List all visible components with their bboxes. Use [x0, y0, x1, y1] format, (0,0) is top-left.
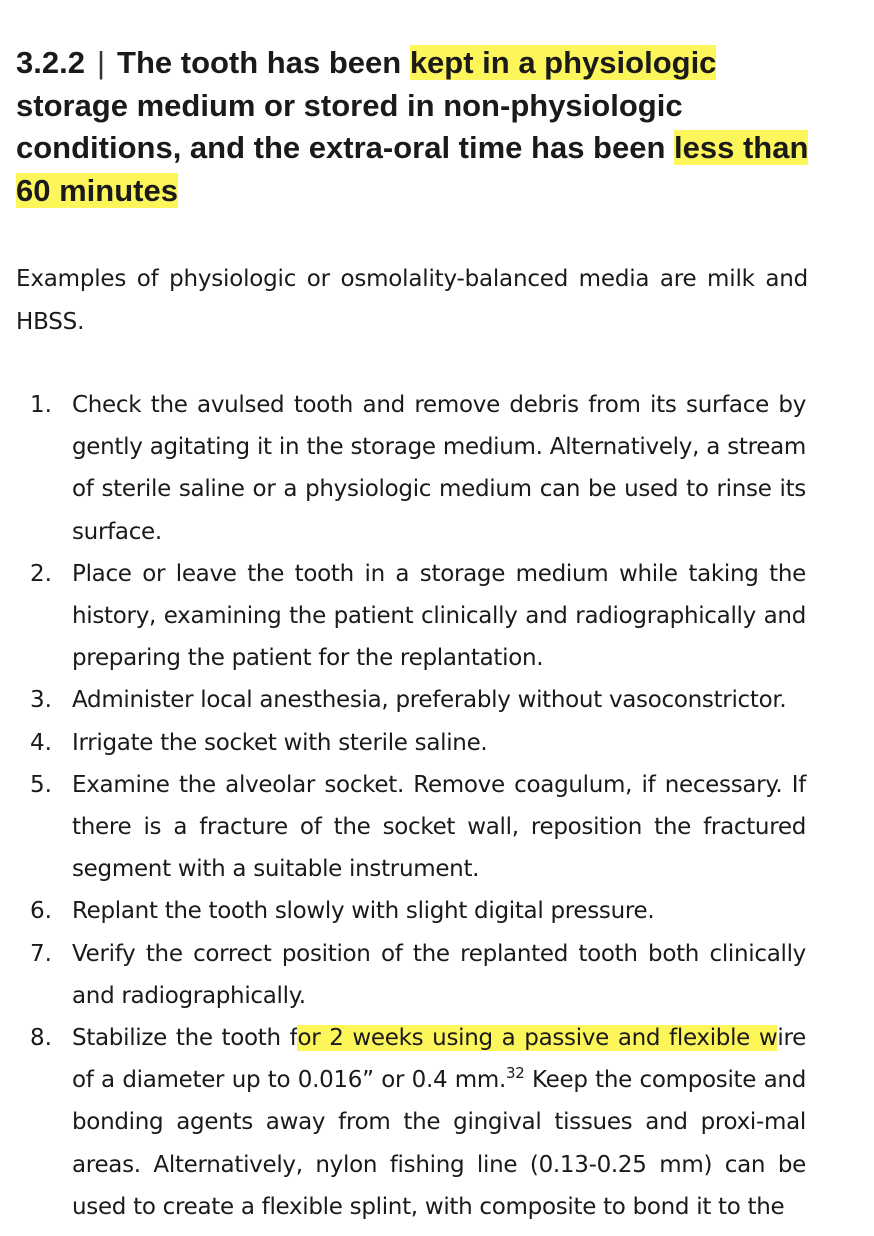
step-text: Replant the tooth slowly with slight digital pressure. — [72, 898, 655, 925]
section-title-text-continued: storage medium or stored in non-physiologic conditions, and the extra-oral time has been — [16, 87, 683, 165]
section-separator: | — [96, 45, 106, 80]
list-item — [0, 1017, 874, 1228]
step-text: Place or leave the tooth in a storage medium while taking the history, examining the patient clinically and radiographically and preparing the patient for the replantation. — [72, 560, 806, 672]
step-text-end: Keep the composite and bonding agents away from the gingival tissues and proxi-mal areas. Alternatively, nylon fishing line (0.13-0.25 mm) can be used to create a flexible splint, with composite to bond it to the — [72, 1067, 806, 1220]
highlight-less-than-60-minutes: less than 60 minutes — [16, 130, 809, 208]
highlight-kept-in-physiologic: kept in a physiologic — [409, 45, 717, 80]
step-number: 2. — [30, 560, 52, 587]
list-item — [0, 933, 874, 1017]
intro-paragraph: Examples of physiologic or osmolality-balanced media are milk and HBSS. — [16, 266, 808, 335]
step-number: 4. — [30, 729, 52, 756]
list-item — [0, 384, 874, 553]
list-item — [0, 764, 874, 891]
step-number: 3. — [30, 687, 52, 714]
step-number: 1. — [30, 392, 52, 418]
list-item — [0, 722, 874, 764]
step-number: 8. — [30, 1025, 52, 1052]
step-text: Administer local anesthesia, preferably without vasoconstrictor. — [72, 687, 787, 714]
step-text-start: Stabilize the tooth f — [72, 1025, 298, 1052]
list-item — [0, 890, 874, 932]
list-item — [0, 553, 874, 680]
step-number: 7. — [30, 940, 52, 967]
step-text: Check the avulsed tooth and remove debris from its surface by gently agitating it in the storage medium. Alternatively, a stream of sterile saline or a physiologic medium can be used to rinse its surface. — [72, 392, 806, 545]
step-text: Verify the correct position of the replanted tooth both clinically and radiographically. — [72, 940, 806, 1009]
section-number: 3.2.2 — [16, 45, 85, 80]
step-number: 5. — [30, 771, 52, 798]
section-heading — [16, 42, 836, 212]
procedure-steps-list — [0, 384, 874, 1228]
highlight-splint-duration: or 2 weeks using a passive and flexible w — [297, 1025, 778, 1052]
list-item — [0, 679, 874, 721]
section-title-text: The tooth has been — [117, 45, 410, 80]
citation-superscript: 32 — [506, 1064, 525, 1083]
step-text-middle: ire of a diameter up to 0.016” or 0.4 mm. — [72, 1025, 806, 1094]
step-text: Irrigate the socket with sterile saline. — [72, 729, 488, 756]
step-text: Examine the alveolar socket. Remove coagulum, if necessary. If there is a fracture of the socket wall, reposition the fractured segment with a suitable instrument. — [72, 771, 806, 883]
step-text — [72, 1017, 806, 1228]
step-number: 6. — [30, 898, 52, 925]
